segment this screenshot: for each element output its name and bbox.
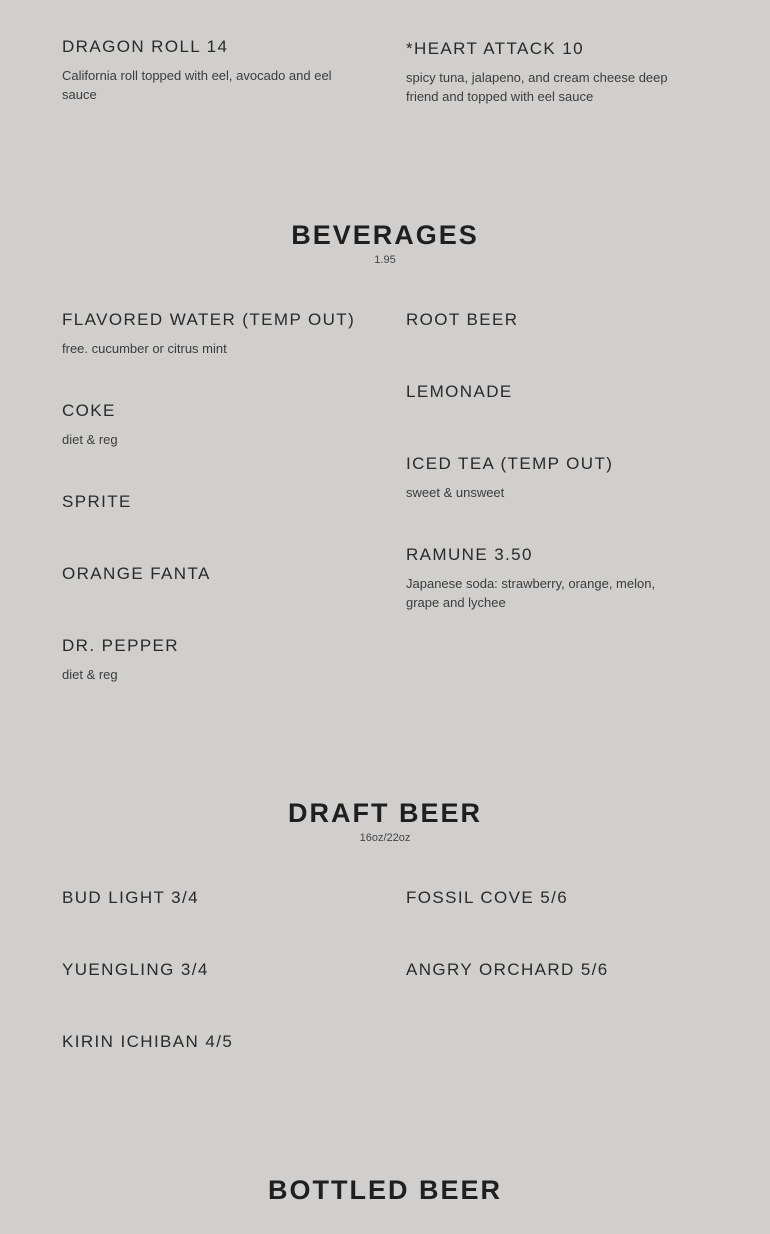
- menu-item-flavored-water: [62, 310, 362, 358]
- menu-item-root-beer: [406, 310, 706, 330]
- item-name: RAMUNE 3.50: [406, 545, 533, 564]
- menu-item-yuengling: [62, 960, 362, 980]
- menu-item-sprite: [62, 492, 362, 512]
- item-name: BUD LIGHT 3/4: [62, 888, 199, 907]
- item-name: ROOT BEER: [406, 310, 519, 329]
- item-name: LEMONADE: [406, 382, 513, 401]
- item-description: sweet & unsweet: [406, 485, 505, 500]
- item-name: DR. PEPPER: [62, 636, 179, 655]
- item-name: COKE: [62, 401, 116, 420]
- menu-item-dr-pepper: [62, 636, 362, 684]
- item-name: *HEART ATTACK 10: [406, 39, 584, 58]
- menu-item-heart-attack: [406, 39, 706, 106]
- menu-item-angry-orchard: [406, 960, 706, 980]
- item-description: Japanese soda: strawberry, orange, melon, grape and lychee: [406, 576, 656, 610]
- menu-item-iced-tea: [406, 454, 706, 502]
- item-name: FLAVORED WATER (TEMP OUT): [62, 310, 356, 329]
- menu-item-kirin-ichiban: [62, 1032, 362, 1052]
- menu-item-fossil-cove: [406, 888, 706, 908]
- item-name: YUENGLING 3/4: [62, 960, 209, 979]
- item-name: ORANGE FANTA: [62, 564, 211, 583]
- item-name: FOSSIL COVE 5/6: [406, 888, 569, 907]
- section-title-bottled-beer: BOTTLED BEER: [267, 1175, 502, 1205]
- item-description: free. cucumber or citrus mint: [62, 341, 227, 356]
- menu-item-lemonade: [406, 382, 706, 402]
- item-description: spicy tuna, jalapeno, and cream cheese deep friend and topped with eel sauce: [406, 70, 668, 104]
- section-subtitle-beverages: 1.95: [374, 254, 396, 266]
- menu-item-coke: [62, 401, 362, 449]
- menu-item-dragon-roll: [62, 37, 362, 104]
- menu-item-bud-light: [62, 888, 362, 908]
- item-name: ICED TEA (TEMP OUT): [406, 454, 614, 473]
- item-name: ANGRY ORCHARD 5/6: [406, 960, 609, 979]
- item-name: DRAGON ROLL 14: [62, 37, 229, 56]
- item-description: California roll topped with eel, avocado and eel sauce: [62, 68, 332, 102]
- item-name: KIRIN ICHIBAN 4/5: [62, 1032, 234, 1051]
- item-description: diet & reg: [62, 432, 118, 447]
- item-name: SPRITE: [62, 492, 132, 511]
- section-title-draft-beer: DRAFT BEER: [288, 798, 482, 828]
- section-title-beverages: BEVERAGES: [291, 220, 479, 250]
- item-description: diet & reg: [62, 667, 118, 682]
- menu-item-orange-fanta: [62, 564, 362, 584]
- menu-item-ramune: [406, 545, 706, 612]
- section-subtitle-draft-beer: 16oz/22oz: [359, 832, 411, 844]
